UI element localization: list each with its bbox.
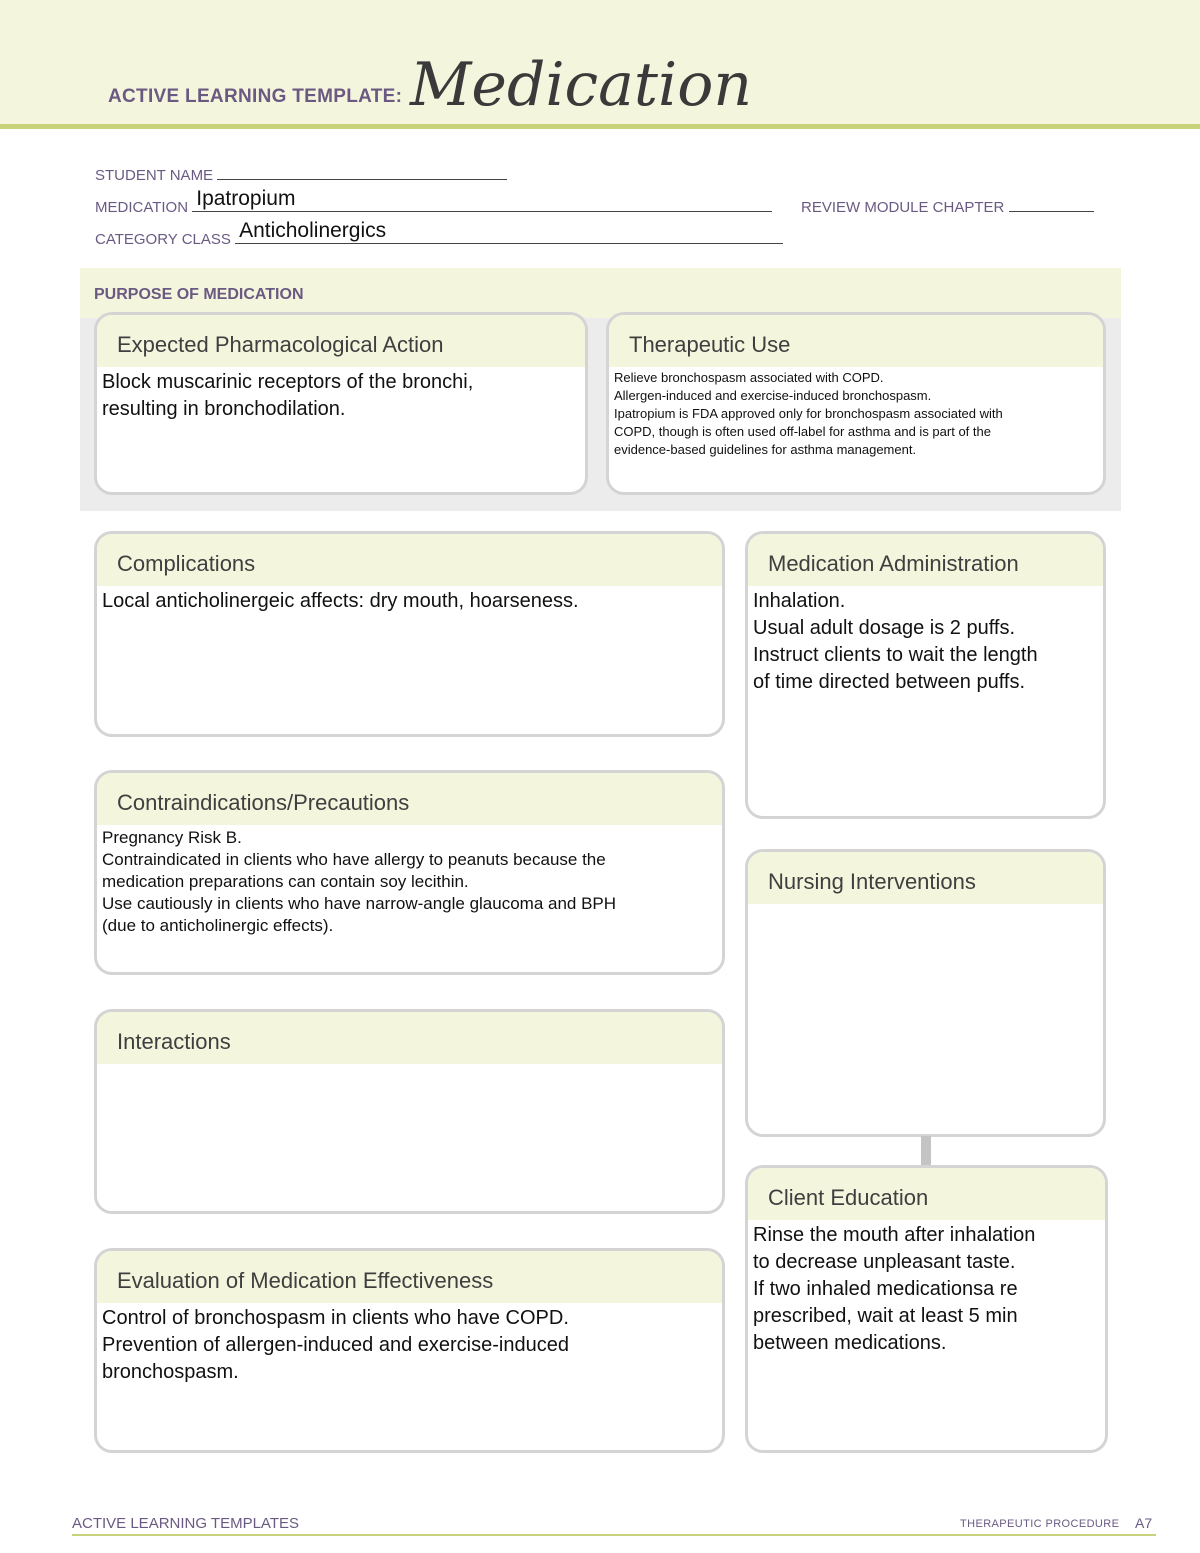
contraindications-header [97,773,722,825]
student-name-row [95,165,507,184]
therapeutic-use-header [609,315,1103,367]
card-connector [921,1136,931,1166]
client-education-title: Client Education [768,1185,929,1210]
evaluation-header [97,1251,722,1303]
interactions-title: Interactions [117,1029,231,1054]
contraindications-body[interactable]: Pregnancy Risk B. Contraindicated in clients who have allergy to peanuts because the medication preparations can contain soy lecithin. Use cautiously in clients who have narrow-angle glaucoma and BPH (due to anticholinergic effects). [102,828,617,935]
category-class-field[interactable] [235,219,783,244]
nursing-interventions-header [748,852,1103,904]
evaluation-body[interactable]: Control of bronchospasm in clients who have COPD. Prevention of allergen-induced and exercise-induced bronchospasm. [102,1307,569,1383]
student-name-label: STUDENT NAME [95,167,214,184]
interactions-card [94,1009,725,1214]
complications-header [97,534,722,586]
complications-card [94,531,725,737]
medication-administration-card [745,531,1106,819]
therapeutic-use-title: Therapeutic Use [629,332,791,357]
medication-administration-header [748,534,1103,586]
medication-label: MEDICATION [95,199,189,216]
client-education-card [745,1165,1108,1453]
expected-action-card [94,312,588,495]
evaluation-card [94,1248,725,1453]
header-band [0,0,1200,129]
client-education-header [748,1168,1105,1220]
review-module-label: REVIEW MODULE CHAPTER [801,199,1005,216]
interactions-body[interactable] [97,1064,722,1066]
category-class-row [95,219,783,248]
contraindications-title: Contraindications/Precautions [117,790,410,815]
footer-divider [72,1534,1156,1536]
complications-title: Complications [117,551,256,576]
student-name-field[interactable] [217,165,507,180]
nursing-interventions-title: Nursing Interventions [768,869,976,894]
footer-right-label: THERAPEUTIC PROCEDURE [960,1518,1120,1530]
footer-left-label: ACTIVE LEARNING TEMPLATES [72,1515,299,1532]
review-module-field[interactable] [1009,197,1094,212]
page-number: A7 [1135,1515,1153,1531]
therapeutic-use-card [606,312,1106,495]
expected-action-header [97,315,585,367]
category-class-label: CATEGORY CLASS [95,231,231,248]
page-title: Medication [410,50,752,120]
medication-administration-body[interactable]: Inhalation. Usual adult dosage is 2 puffs. Instruct clients to wait the length of time directed between puffs. [753,590,1038,693]
evaluation-title: Evaluation of Medication Effectiveness [117,1268,494,1293]
complications-body[interactable]: Local anticholinergeic affects: dry mouth, hoarseness. [102,590,579,612]
nursing-interventions-card [745,849,1106,1137]
purpose-label: PURPOSE OF MEDICATION [94,286,304,303]
expected-action-body[interactable]: Block muscarinic receptors of the bronchi, resulting in bronchodilation. [102,371,474,420]
nursing-interventions-body[interactable] [748,904,1103,906]
client-education-body[interactable]: Rinse the mouth after inhalation to decrease unpleasant taste. If two inhaled medicationsa re prescribed, wait at least 5 min between medications. [753,1224,1036,1354]
purpose-label-band [80,268,1121,318]
medication-row [95,187,772,216]
template-prefix: ACTIVE LEARNING TEMPLATE: [108,86,403,107]
therapeutic-use-body[interactable]: Relieve bronchospasm associated with COPD. Allergen-induced and exercise-induced bronchospasm. Ipatropium is FDA approved only for bronchospasm associated with COPD, though is often used off-label for asthma and is part of the evidence-based guidelines for asthma management. [614,370,1003,457]
category-class-value: Anticholinergics [239,219,387,242]
expected-action-title: Expected Pharmacological Action [117,332,444,357]
interactions-header [97,1012,722,1064]
medication-administration-title: Medication Administration [768,551,1019,576]
contraindications-card [94,770,725,975]
review-module-row [801,197,1094,216]
medication-value: Ipatropium [196,187,296,210]
medication-field[interactable] [192,187,772,212]
